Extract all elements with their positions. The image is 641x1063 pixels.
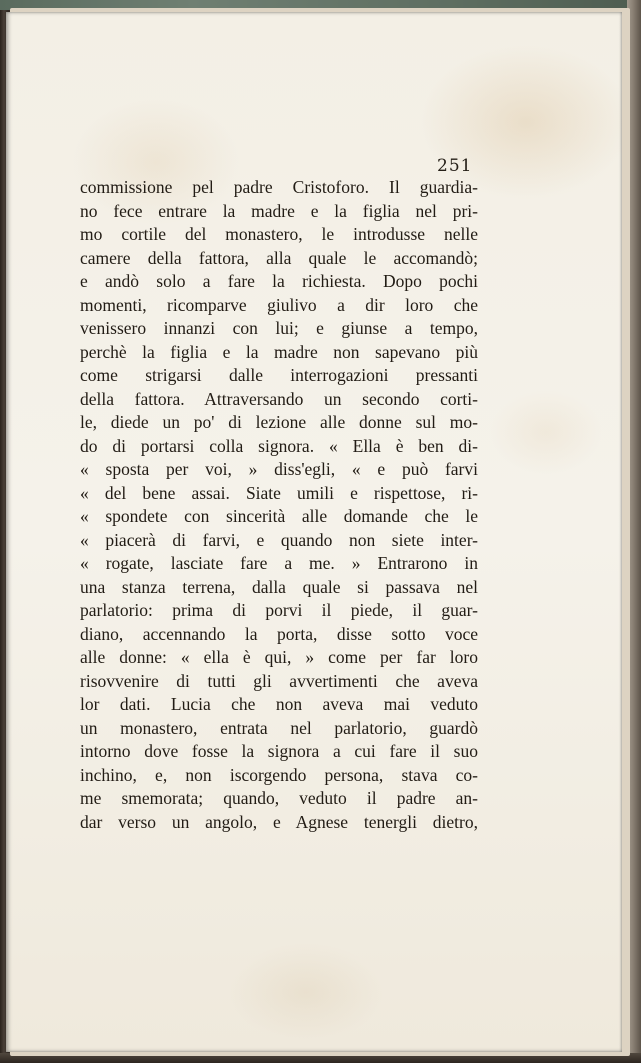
text-line: « spondete con sincerità alle domande che le <box>80 506 478 526</box>
text-line: parlatorio: prima di porvi il piede, il guar- <box>80 600 478 620</box>
text-line: perchè la figlia e la madre non sapevano più <box>80 341 478 362</box>
text-line: momenti, ricomparve giulivo a dir loro che <box>80 294 478 315</box>
text-line: inchino, e, non iscorgendo persona, stava co- <box>80 764 478 785</box>
book-leaf <box>6 12 622 1052</box>
text-line: un monastero, entrata nel parlatorio, guardò <box>80 717 478 738</box>
text-line: e andò solo a fare la richiesta. Dopo pochi <box>80 271 478 291</box>
text-line: alle donne: « ella è qui, » come per far loro <box>80 647 478 667</box>
text-line: mo cortile del monastero, le introdusse nelle <box>80 224 478 244</box>
text-line: una stanza terrena, dalla quale si passava nel <box>80 576 478 597</box>
text-line: venissero innanzi con lui; e giunse a tempo, <box>80 318 478 338</box>
text-line: no fece entrare la madre e la figlia nel pri- <box>80 200 478 221</box>
text-line: della fattora. Attraversando un secondo corti- <box>80 388 478 409</box>
text-line: dar verso un angolo, e Agnese tenergli dietro, <box>80 811 478 832</box>
text-line: intorno dove fosse la signora a cui fare il suo <box>80 741 478 761</box>
text-line: diano, accennando la porta, disse sotto voce <box>80 623 478 644</box>
text-line: risovvenire di tutti gli avvertimenti che aveva <box>80 670 478 691</box>
text-line: do di portarsi colla signora. « Ella è ben di- <box>80 435 478 456</box>
page-number: 251 <box>437 156 473 176</box>
body-text <box>80 176 478 834</box>
text-line: « piacerà di farvi, e quando non siete inter- <box>80 529 478 550</box>
text-line: « sposta per voi, » diss'egli, « e può farvi <box>80 459 478 479</box>
text-line: lor dati. Lucia che non aveva mai veduto <box>80 694 478 714</box>
text-line: le, diede un po' di lezione alle donne sul mo- <box>80 412 478 432</box>
text-line: me smemorata; quando, veduto il padre an- <box>80 788 478 808</box>
text-line: commissione pel padre Cristoforo. Il guardia- <box>80 177 478 197</box>
text-line: « rogate, lasciate fare a me. » Entrarono in <box>80 553 478 573</box>
text-line: camere della fattora, alla quale le accomandò; <box>80 247 478 268</box>
text-line: « del bene assai. Siate umili e rispettose, ri- <box>80 482 478 503</box>
text-line: come strigarsi dalle interrogazioni pressanti <box>80 365 478 385</box>
